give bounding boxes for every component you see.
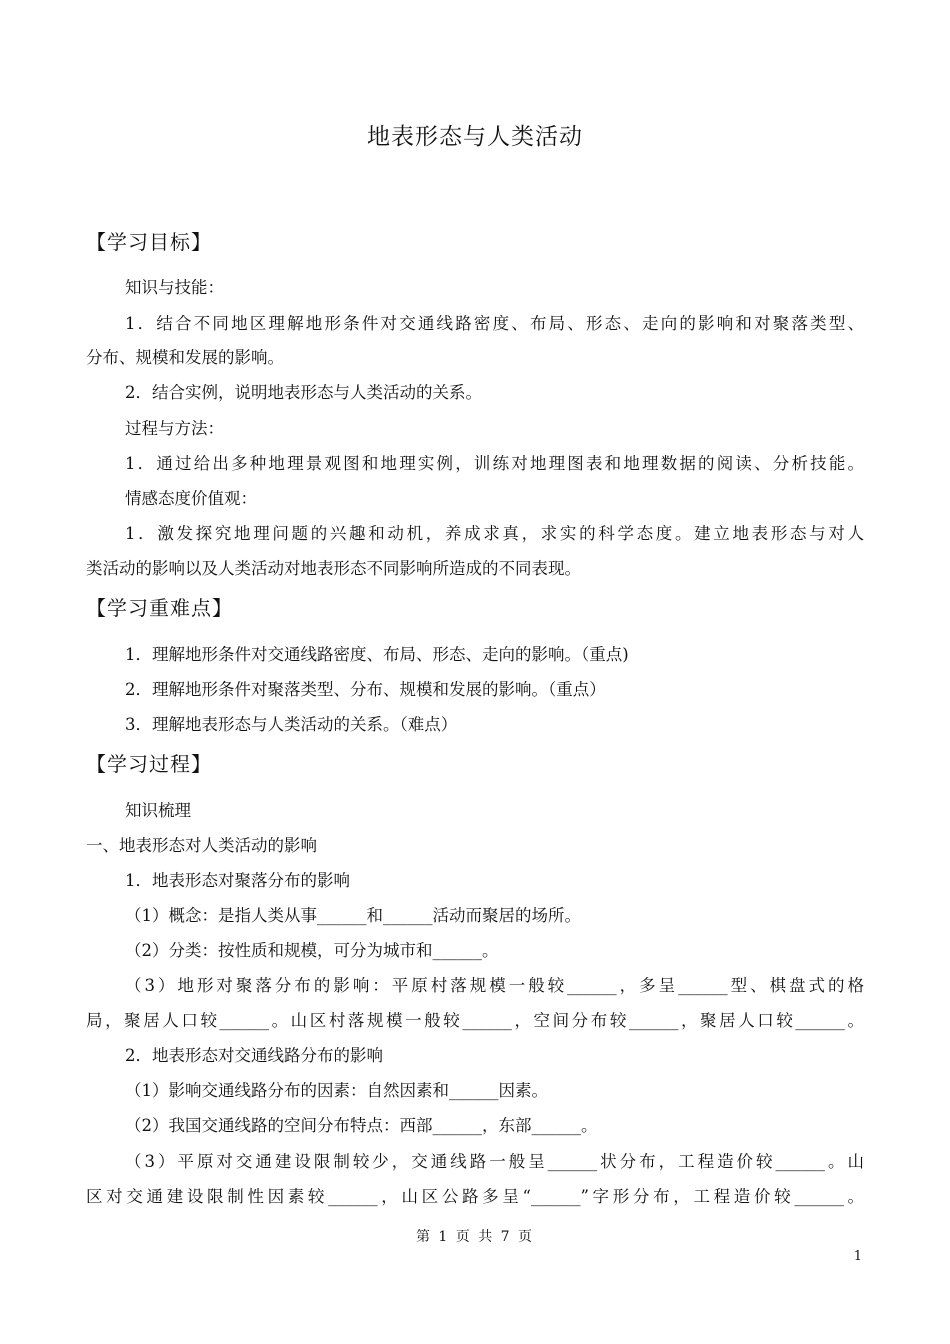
goal-k2: 2．结合实例，说明地表形态与人类活动的关系。 [125,383,482,402]
subsection-1-heading: 1．地表形态对聚落分布的影响 [125,871,350,890]
knowledge-heading: 知识与技能： [125,278,224,297]
method-heading: 过程与方法： [125,419,224,438]
item-1-3-line1: （3）地形对聚落分布的影响：平原村落规模一般较______，多呈______型、棋盘式的格 [125,976,864,995]
item-1-1: （1）概念：是指人类从事______和______活动而聚居的场所。 [125,906,581,925]
page-title: 地表形态与人类活动 [367,124,583,150]
emotion-heading: 情感态度价值观： [125,489,257,508]
goal-e1-line1: 1．激发探究地理问题的兴趣和动机，养成求真，求实的科学态度。建立地表形态与对人 [125,524,864,543]
item-2-3-line1: （3）平原对交通建设限制较少，交通线路一般呈______状分布，工程造价较______。山 [125,1152,864,1171]
goal-k1-line2: 分布、规模和发展的影响。 [86,348,284,367]
page-footer: 第 1 页 共 7 页 [415,1229,535,1245]
item-2-1: （1）影响交通线路分布的因素：自然因素和______因素。 [125,1081,548,1100]
subsection-2-heading: 2．地表形态对交通线路分布的影响 [125,1046,383,1065]
item-1-3-line2: 局，聚居人口较______。山区村落规模一般较______，空间分布较______，聚居人口较______。 [86,1011,864,1030]
goal-m1: 1．通过给出多种地理景观图和地理实例，训练对地理图表和地理数据的阅读、分析技能。 [125,454,864,473]
item-2-3-line2: 区对交通建设限制性因素较______，山区公路多呈“______”字形分布，工程造价较______。 [86,1187,864,1206]
goal-k1-line1: 1．结合不同地区理解地形条件对交通线路密度、布局、形态、走向的影响和对聚落类型、 [125,314,864,333]
item-1-2: （2）分类：按性质和规模，可分为城市和______。 [125,941,499,960]
keypoint-3: 3．理解地表形态与人类活动的关系。（难点） [125,715,458,734]
item-2-2: （2）我国交通线路的空间分布特点：西部______，东部______。 [125,1116,598,1135]
keypoint-1: 1．理解地形条件对交通线路密度、布局、形态、走向的影响。（重点) [125,645,629,664]
keypoint-2: 2．理解地形条件对聚落类型、分布、规模和发展的影响。（重点） [125,680,606,699]
review-heading: 知识梳理 [125,801,191,820]
goal-e1-line2: 类活动的影响以及人类活动对地表形态不同影响所造成的不同表现。 [86,559,581,578]
page-number: 1 [853,1249,862,1264]
section-heading-goals: 【学习目标】 [86,230,212,254]
section-heading-keypoints: 【学习重难点】 [86,596,233,620]
section-heading-process: 【学习过程】 [86,752,212,776]
part1-heading: 一、地表形态对人类活动的影响 [86,836,317,855]
